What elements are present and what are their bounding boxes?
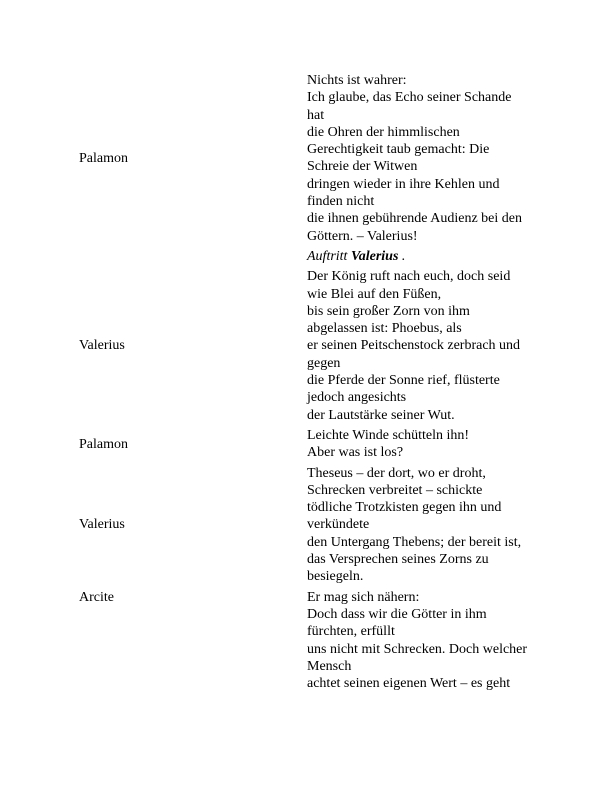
stage-direction-prefix: Auftritt — [307, 248, 351, 264]
speech-line: Ich glaube, das Echo seiner Schande hat — [307, 90, 512, 123]
speech-line: das Versprechen seines Zorns zu besiegeln. — [307, 552, 489, 585]
speech-line: Er mag sich nähern: — [307, 589, 420, 605]
speech-line: die Ohren der himmlischen Gerechtigkeit taub gemacht: Die Schreie der Witwen — [307, 124, 490, 175]
speech-line: der Lautstärke seiner Wut. — [307, 407, 455, 423]
speech-text — [303, 464, 533, 588]
speech-line: er seinen Peitschenstock zerbrach und gegen — [307, 338, 521, 371]
speech-line: Doch dass wir die Götter in ihm fürchten, erfüllt — [307, 606, 487, 640]
stage-direction-name: Valerius — [350, 248, 399, 264]
speech-line: Nichts ist wahrer: — [307, 73, 407, 88]
speech-line: achtet seinen eigenen Wert – es geht — [307, 676, 511, 692]
speech-text — [303, 588, 533, 695]
stage-direction — [303, 247, 533, 267]
speech-text — [303, 426, 533, 464]
stage-direction-text — [307, 248, 529, 265]
speech-line: Leichte Winde schütteln ihn! — [307, 427, 470, 443]
speech-line: die Pferde der Sonne rief, flüsterte jedoch angesichts — [307, 373, 500, 406]
script-table — [75, 71, 533, 694]
stage-direction-row — [75, 247, 533, 267]
speech-line: uns nicht mit Schrecken. Doch welcher Mensch — [307, 641, 528, 674]
speech-line: tödliche Trotzkisten gegen ihn und verkündete — [307, 500, 502, 533]
speaker-name: Arcite — [79, 589, 114, 605]
speech-line: Aber was ist los? — [307, 445, 404, 461]
speaker-name: Palamon — [79, 436, 128, 452]
speech-line: Der König ruft nach euch, doch seid wie Blei auf den Füßen, — [307, 269, 511, 302]
dialogue-row — [75, 426, 533, 464]
speaker-name-empty — [75, 247, 303, 267]
speech-line: Schrecken verbreitet – schickte — [307, 482, 483, 498]
speech-line: dringen wieder in ihre Kehlen und finden nicht — [307, 176, 500, 210]
speech-text — [303, 71, 533, 247]
dialogue-row — [75, 464, 533, 588]
dialogue-row — [75, 267, 533, 426]
speaker-name: Valerius — [79, 338, 125, 354]
stage-direction-suffix: . — [398, 248, 406, 264]
speech-line: bis sein großer Zorn von ihm abgelassen ist: Phoebus, als — [307, 303, 470, 337]
speaker-name: Palamon — [79, 150, 128, 166]
speech-line: die ihnen gebührende Audienz bei den Göttern. – Valerius! — [307, 211, 522, 244]
speech-text — [303, 267, 533, 426]
dialogue-row — [75, 71, 533, 247]
speech-line: den Untergang Thebens; der bereit ist, — [307, 534, 522, 550]
speech-line: Theseus – der dort, wo er droht, — [307, 465, 486, 481]
speaker-name: Valerius — [79, 517, 125, 533]
dialogue-row — [75, 588, 533, 695]
